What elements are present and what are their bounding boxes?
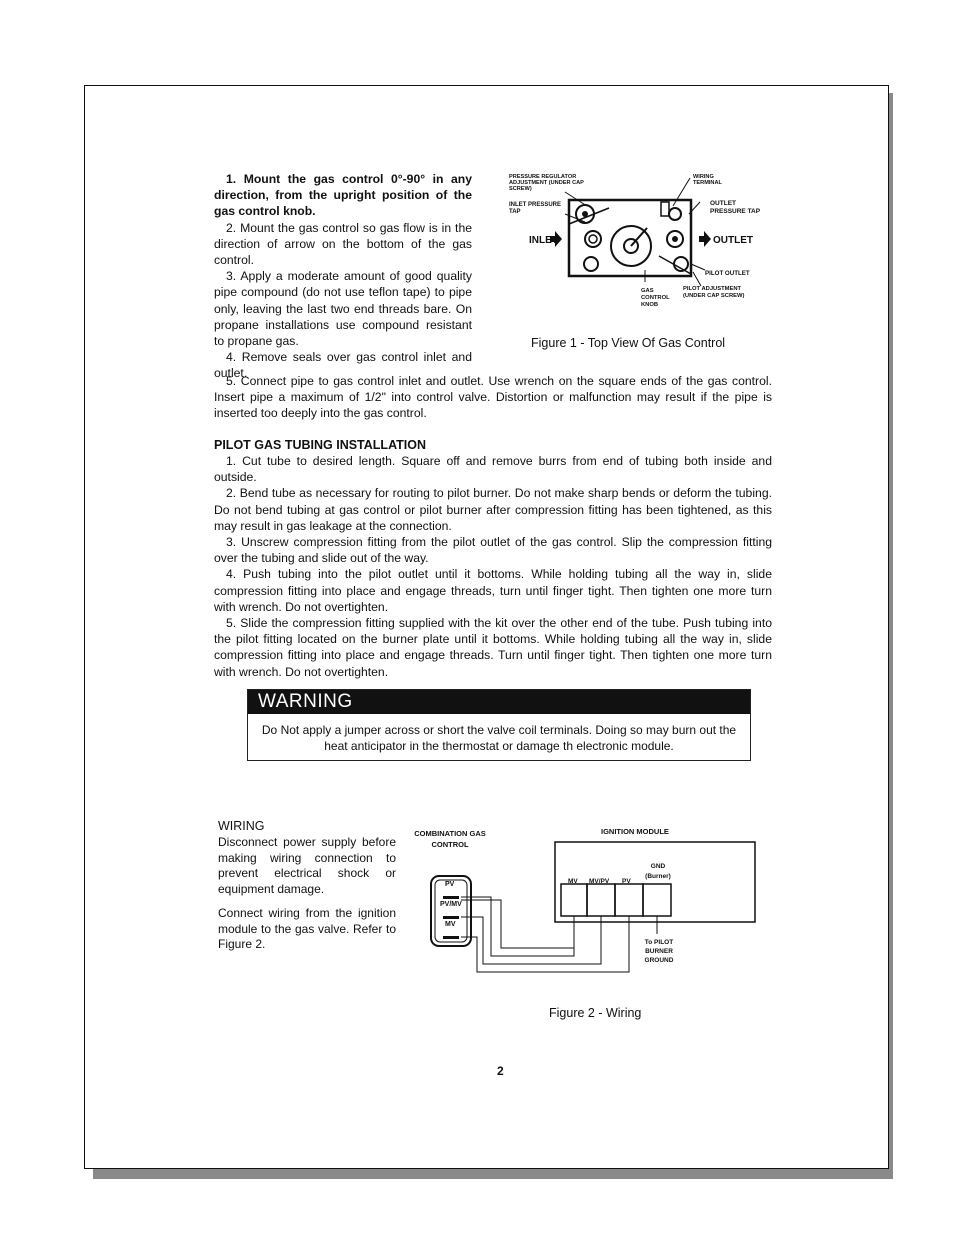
- intro-step-3: 3. Apply a moderate amount of good quality pipe compound (do not use teflon tape) to pipe only, leaving the last two end threads bare. On propane installations use compound resistant to propane gas.: [214, 269, 472, 349]
- module-terminal-pv: PV: [622, 878, 631, 885]
- warning-box: [247, 689, 751, 761]
- outlet-pressure-tap-label: OUTLET PRESSURE TAP: [710, 200, 761, 215]
- pilot-outlet-label: PILOT OUTLET: [705, 270, 750, 277]
- gas-control-knob-label: GAS CONTROL KNOB: [641, 288, 670, 308]
- module-terminal-mvpv: MV/PV: [589, 878, 610, 885]
- pressure-regulator-label: PRESSURE REGULATOR ADJUSTMENT (UNDER CAP SCREW): [509, 174, 584, 192]
- warning-title: WARNING: [248, 690, 750, 714]
- page-number: 2: [497, 1064, 504, 1078]
- warning-text: Do Not apply a jumper across or short the valve coil terminals. Doing so may burn out the heat anticipator in the thermostat or damage th electronic module.: [261, 723, 737, 753]
- wiring-diagram: [421, 836, 771, 986]
- pilot-step-1: 1. Cut tube to desired length. Square off and remove burrs from end of tubing both inside and outside.: [214, 454, 772, 485]
- pilot-heading: PILOT GAS TUBING INSTALLATION: [214, 438, 427, 452]
- valve-terminal-pv: PV: [445, 881, 455, 888]
- inlet-label: INLET: [529, 235, 558, 246]
- pilot-burner-ground-label: To PILOT BURNER GROUND: [644, 939, 674, 964]
- valve-terminal-mv: MV: [445, 921, 456, 928]
- wiring-terminal-label: WIRING TERMINAL: [693, 174, 722, 186]
- wiring-text: [218, 835, 396, 953]
- pilot-step-4: 4. Push tubing into the pilot outlet until it bottoms. While holding tubing all the way in, slide compression fitting into place and engage threads, turn until finger tight. Then tighten one more turn with wrench. Do not overtighten.: [214, 567, 772, 614]
- pilot-step-3: 3. Unscrew compression fitting from the pilot outlet of the gas control. Slip the compression fitting over the tubing and slide out of the way.: [214, 535, 772, 566]
- intro-step-5: 5. Connect pipe to gas control inlet and outlet. Use wrench on the square ends of the gas control. Insert pipe a maximum of 1/2" into control valve. Distortion or malfunction may result if the pipe is inserted too deeply into the gas control.: [214, 374, 772, 421]
- figure-2-caption: Figure 2 - Wiring: [549, 1006, 642, 1020]
- intro-step-5-block: [214, 373, 772, 422]
- pilot-adjustment-label: PILOT ADJUSTMENT (UNDER CAP SCREW): [683, 286, 745, 299]
- intro-step-4: 4. Remove seals over gas control inlet and outlet.: [214, 350, 472, 381]
- intro-steps: [214, 171, 472, 382]
- outlet-label: OUTLET: [713, 235, 753, 246]
- wiring-para-1: Disconnect power supply before making wiring connection to prevent electrical shock or equipment damage.: [218, 835, 396, 896]
- combination-gas-control-label: COMBINATION GAS CONTROL: [414, 829, 486, 849]
- valve-terminal-pvmv: PV/MV: [440, 901, 462, 908]
- module-terminal-mv: MV: [568, 878, 578, 885]
- wiring-heading: WIRING: [218, 819, 265, 833]
- pilot-steps: [214, 453, 772, 680]
- figure-1-caption: Figure 1 - Top View Of Gas Control: [531, 336, 726, 350]
- pilot-step-5: 5. Slide the compression fitting supplied with the kit over the other end of the tube. Push tubing into the pilot fitting located on the burner plate until it bottoms. While holding tubing all the way in, slide compression fitting into place and engage threads. Turn until finger tight. Then tighten one more turn with wrench. Do not overtighten.: [214, 616, 772, 679]
- pilot-step-2: 2. Bend tube as necessary for routing to pilot burner. Do not make sharp bends or deform the tubing. Do not bend tubing at gas control or pilot burner after compression fitting has been tightened, as this may result in gas leakage at the connection.: [214, 486, 772, 533]
- wiring-para-2: Connect wiring from the ignition module to the gas valve. Refer to Figure 2.: [218, 906, 396, 951]
- intro-step-2: 2. Mount the gas control so gas flow is in the direction of arrow on the bottom of the gas control.: [214, 220, 472, 268]
- module-terminal-gnd: GND (Burner): [645, 863, 671, 880]
- document-page: [84, 85, 889, 1169]
- ignition-module-label: IGNITION MODULE: [601, 827, 669, 836]
- inlet-pressure-tap-label: INLET PRESSURE TAP: [509, 202, 562, 215]
- intro-step-1: 1. Mount the gas control 0°-90° in any direction, from the upright position of the gas control knob.: [214, 172, 472, 219]
